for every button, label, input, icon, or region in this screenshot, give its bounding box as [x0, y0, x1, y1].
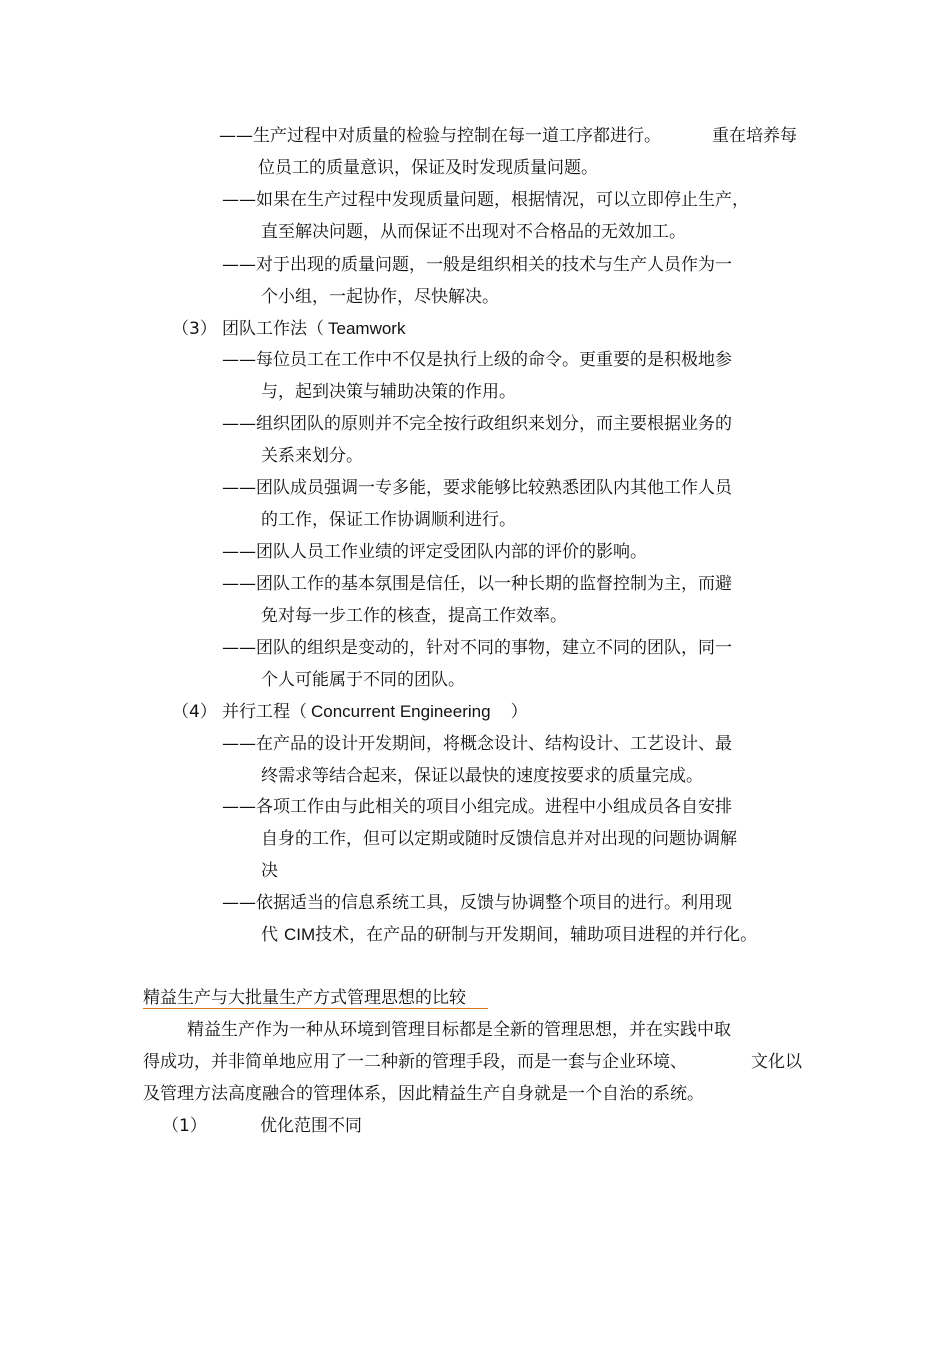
- section-title-text: 并行工程（: [222, 702, 307, 722]
- bullet-line: ——对于出现的质量问题，一般是组织相关的技术与生产人员作为一: [222, 255, 732, 275]
- paragraph-line-tail: 文化以: [751, 1052, 802, 1072]
- bullet-line: 直至解决问题，从而保证不出现对不合格品的无效加工。: [261, 222, 686, 242]
- bullet-line: ——团队工作的基本氛围是信任，以一种长期的监督控制为主，而避: [222, 574, 732, 594]
- paragraph-line: 精益生产作为一种从环境到管理目标都是全新的管理思想，并在实践中取: [187, 1020, 731, 1040]
- bullet-line-tail: 重在培养每: [712, 126, 797, 146]
- section-title-en: Teamwork: [328, 319, 406, 338]
- bullet-line: ——团队成员强调一专多能，要求能够比较熟悉团队内其他工作人员: [222, 478, 732, 498]
- bullet-line: ——依据适当的信息系统工具，反馈与协调整个项目的进行。利用现: [222, 893, 732, 913]
- bullet-line: ——生产过程中对质量的检验与控制在每一道工序都进行。: [219, 126, 661, 146]
- bullet-line: [261, 925, 757, 945]
- item-number: （1）: [162, 1116, 207, 1136]
- bullet-line: 个小组，一起协作，尽快解决。: [261, 287, 499, 307]
- comparison-heading-link[interactable]: [143, 988, 488, 1008]
- bullet-text: 技术，在产品的研制与开发期间，辅助项目进程的并行化。: [315, 925, 758, 945]
- section-title-en: Concurrent Engineering: [311, 702, 491, 721]
- bullet-line: 关系来划分。: [261, 446, 363, 466]
- bullet-line: ——团队的组织是变动的，针对不同的事物，建立不同的团队，同一: [222, 638, 732, 658]
- heading-text: 精益生产与大批量生产方式管理思想的比较: [143, 988, 488, 1009]
- section-title: [222, 702, 528, 722]
- item-title: 优化范围不同: [260, 1116, 362, 1136]
- section-title-text: 团队工作法（: [222, 319, 324, 339]
- bullet-term-en: CIM: [284, 925, 316, 944]
- bullet-line: 的工作，保证工作协调顺利进行。: [261, 510, 516, 530]
- bullet-line: 决: [261, 861, 278, 881]
- bullet-line: 位员工的质量意识，保证及时发现质量问题。: [258, 158, 598, 178]
- paragraph-line: 得成功，并非简单地应用了一二种新的管理手段，而是一套与企业环境、: [143, 1052, 687, 1072]
- paragraph-line: 及管理方法高度融合的管理体系，因此精益生产自身就是一个自治的系统。: [143, 1084, 704, 1104]
- bullet-line: ——在产品的设计开发期间，将概念设计、结构设计、工艺设计、最: [222, 734, 732, 754]
- bullet-line: 免对每一步工作的核查，提高工作效率。: [261, 606, 567, 626]
- section-title: [222, 319, 405, 339]
- bullet-line: 个人可能属于不同的团队。: [261, 670, 465, 690]
- bullet-line: 与，起到决策与辅助决策的作用。: [261, 382, 516, 402]
- bullet-line: ——组织团队的原则并不完全按行政组织来划分，而主要根据业务的: [222, 414, 732, 434]
- bullet-line: 终需求等结合起来，保证以最快的速度按要求的质量完成。: [261, 766, 703, 786]
- bullet-line: ——各项工作由与此相关的项目小组完成。进程中小组成员各自安排: [222, 797, 732, 817]
- bullet-line: 自身的工作，但可以定期或随时反馈信息并对出现的问题协调解: [261, 829, 737, 849]
- bullet-text: 代: [261, 925, 278, 945]
- bullet-line: ——团队人员工作业绩的评定受团队内部的评价的影响。: [222, 542, 647, 562]
- section-number: （4）: [172, 702, 217, 722]
- section-title-close: ）: [510, 702, 528, 722]
- bullet-line: ——每位员工在工作中不仅是执行上级的命令。更重要的是积极地参: [222, 350, 732, 370]
- section-number: （3）: [172, 319, 217, 339]
- bullet-line: ——如果在生产过程中发现质量问题，根据情况，可以立即停止生产，: [222, 190, 749, 210]
